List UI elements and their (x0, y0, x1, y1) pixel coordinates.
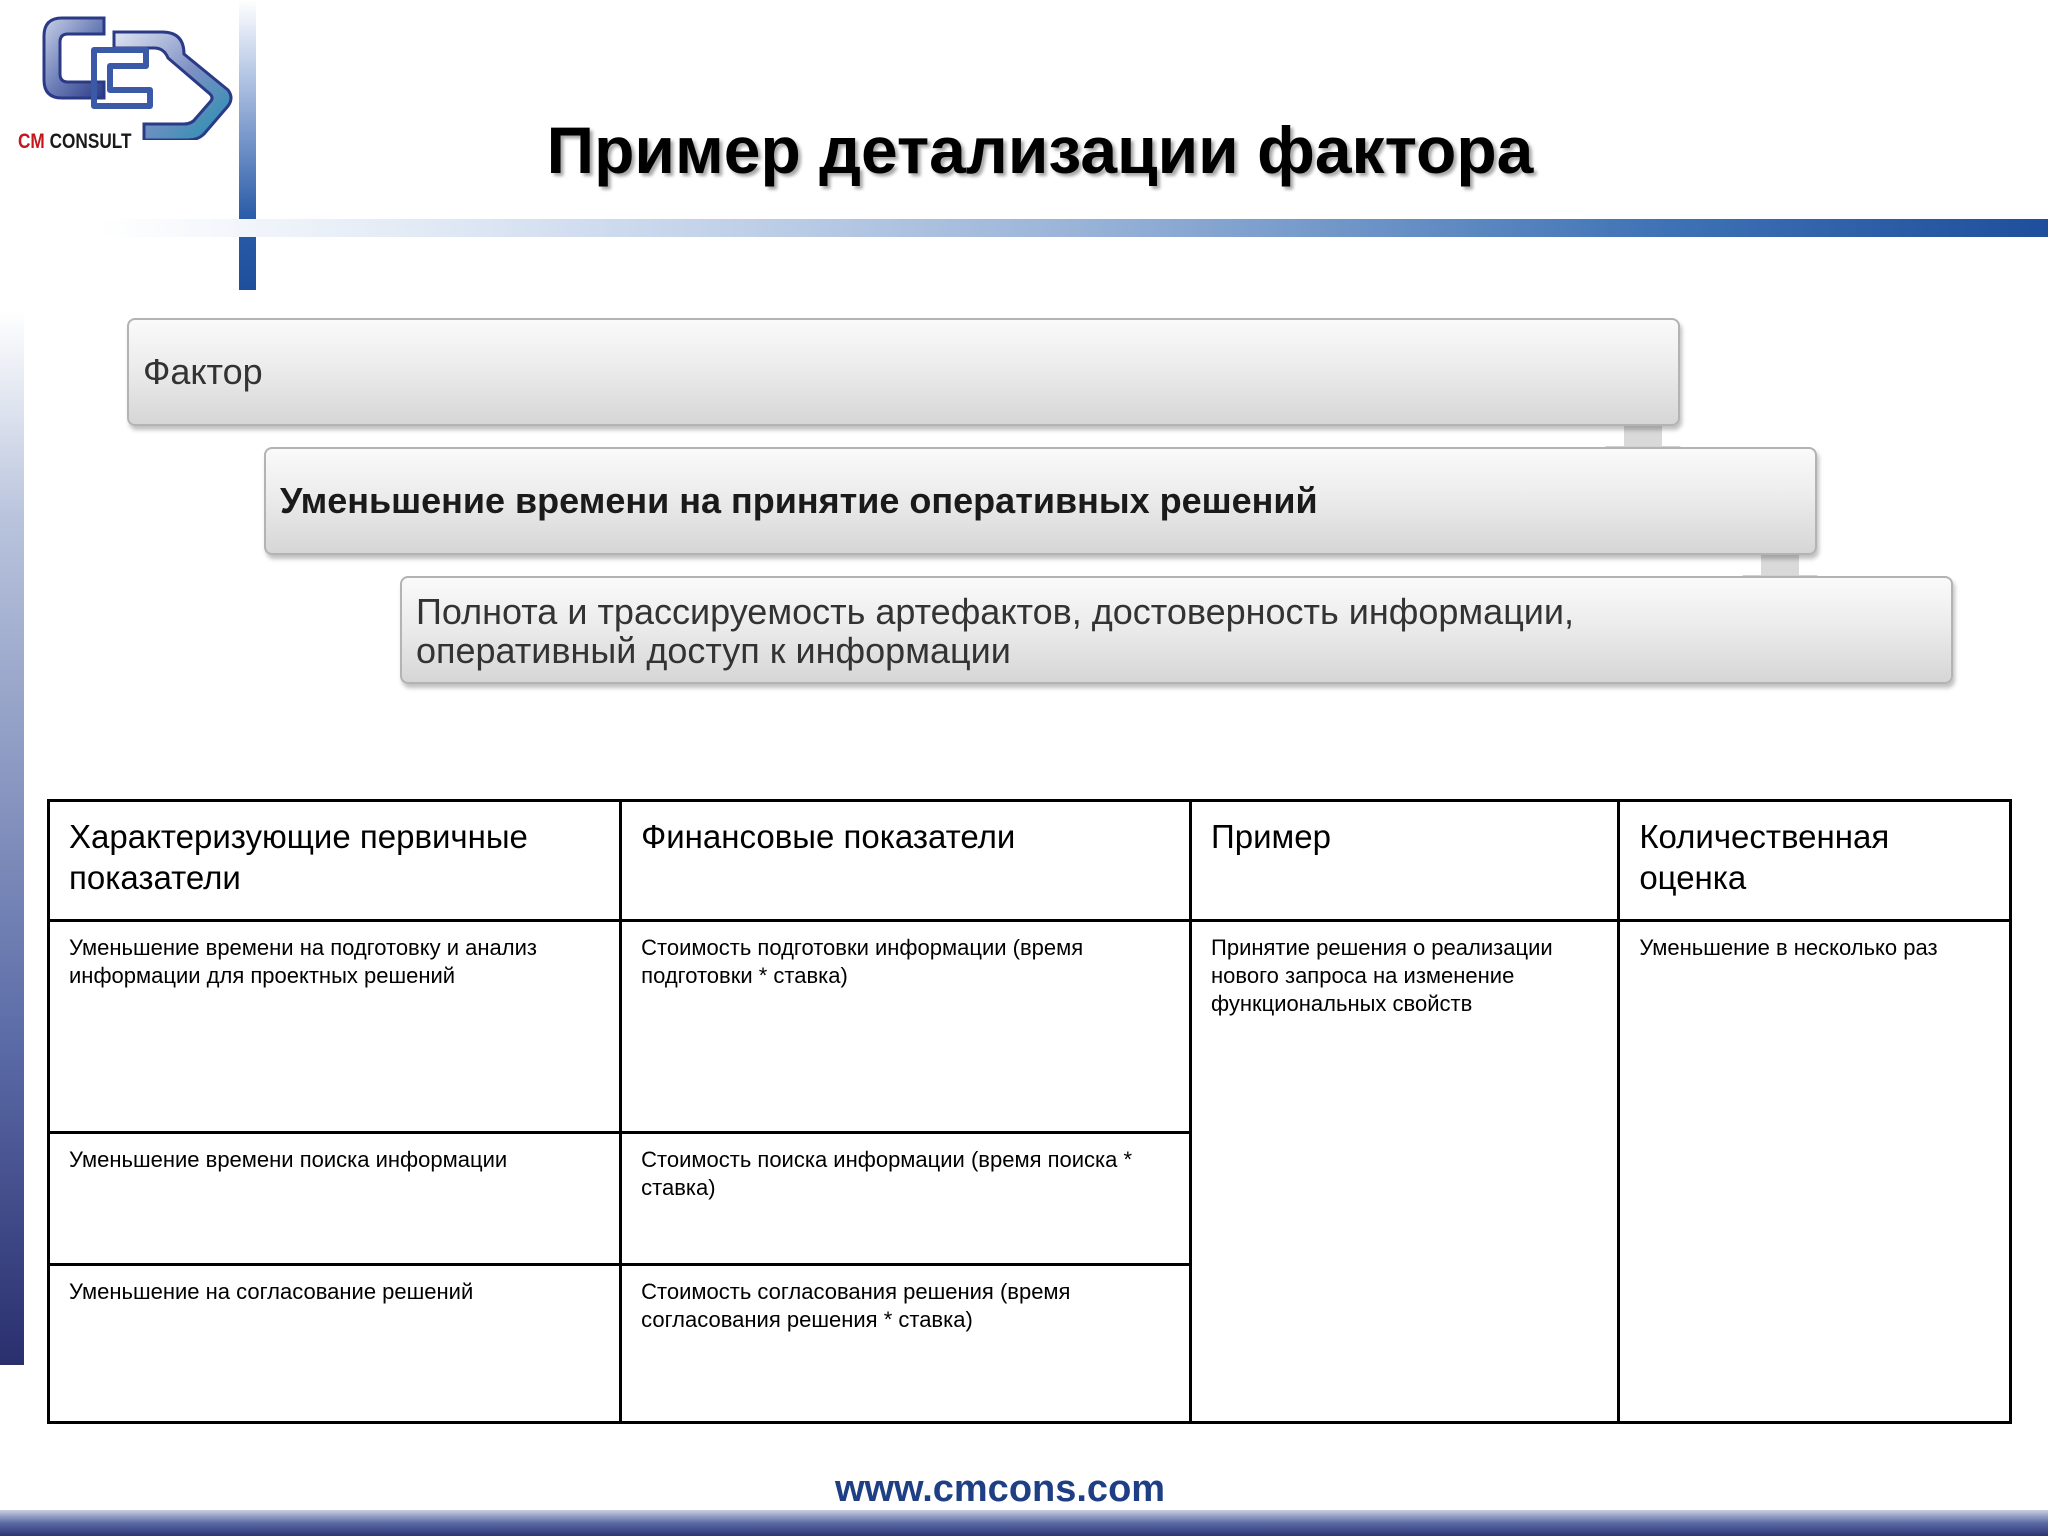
cascade-level-factor-label: Фактор (143, 351, 263, 392)
cascade-level-factor (127, 318, 1680, 426)
table-header-cell: Количественная оценка (1619, 801, 2011, 921)
table-row (49, 921, 2011, 1133)
header-horizontal-rule (100, 219, 2048, 237)
table-cell-example: Принятие решения о реализации нового запроса на изменение функциональных свойств (1191, 921, 1619, 1423)
cascade-level-detail (400, 576, 1953, 684)
cascade-level-detail-line2: оперативный доступ к информации (416, 630, 1011, 671)
table-header-cell: Финансовые показатели (621, 801, 1191, 921)
left-decor-strip (0, 310, 24, 1365)
table-header-cell: Пример (1191, 801, 1619, 921)
table-header-cell: Характеризующие первичные показатели (49, 801, 621, 921)
bottom-decor-strip (0, 1510, 2048, 1536)
cascade-level-detail-line1: Полнота и трассируемость артефактов, достоверность информации, (416, 591, 1575, 632)
cascade-level-detail-text (416, 592, 1574, 670)
table-cell-primary: Уменьшение времени поиска информации (49, 1133, 621, 1265)
table-header-row (49, 801, 2011, 921)
table-cell-primary: Уменьшение времени на подготовку и анализ информации для проектных решений (49, 921, 621, 1133)
table-cell-financial: Стоимость согласования решения (время согласования решения * ставка) (621, 1265, 1191, 1423)
cascade-level-goal (264, 447, 1817, 555)
cascade-level-goal-label: Уменьшение времени на принятие оперативных решений (280, 480, 1318, 521)
page-title: Пример детализации фактора (546, 113, 1534, 187)
factor-detail-table (47, 799, 2012, 1424)
footer-website-link[interactable]: www.cmcons.com (834, 1468, 1166, 1510)
logo-cm: CM (18, 130, 45, 153)
table-cell-primary: Уменьшение на согласование решений (49, 1265, 621, 1423)
logo-consult: CONSULT (49, 130, 132, 153)
table-cell-financial: Стоимость подготовки информации (время подготовки * ставка) (621, 921, 1191, 1133)
table-cell-quantitative: Уменьшение в несколько раз (1619, 921, 2011, 1423)
table-cell-financial: Стоимость поиска информации (время поиска * ставка) (621, 1133, 1191, 1265)
